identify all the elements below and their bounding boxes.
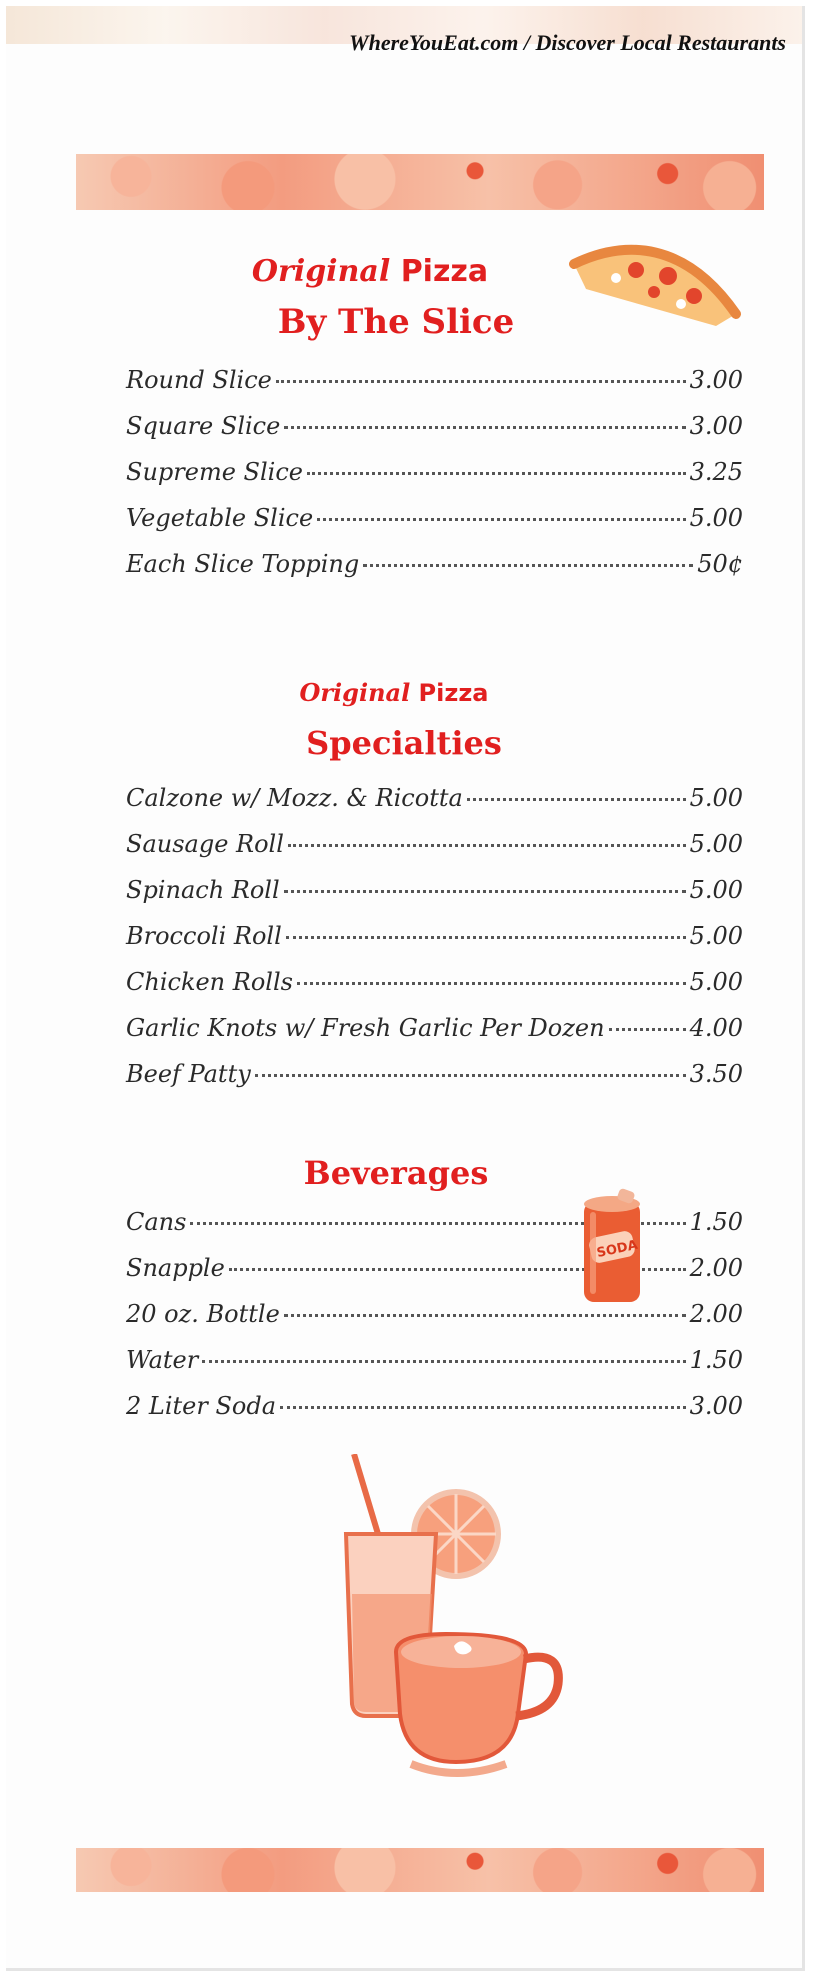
item-price: 1.50 bbox=[689, 1346, 743, 1374]
pizza-slice-icon bbox=[566, 234, 746, 344]
specialties-heading-original-word: Original bbox=[299, 678, 411, 707]
item-name: Square Slice bbox=[126, 412, 281, 440]
item-price: 3.00 bbox=[689, 1392, 743, 1420]
item-name: Round Slice bbox=[126, 366, 272, 394]
top-decor-band bbox=[76, 154, 764, 210]
dot-leader bbox=[307, 472, 686, 475]
dot-leader bbox=[288, 844, 686, 847]
beverages-heading: Beverages bbox=[303, 1154, 489, 1192]
item-name: Spinach Roll bbox=[126, 876, 280, 904]
menu-item bbox=[126, 504, 743, 550]
menu-item bbox=[126, 922, 743, 968]
item-name: Chicken Rolls bbox=[126, 968, 293, 996]
dot-leader bbox=[284, 426, 685, 429]
dot-leader bbox=[363, 564, 693, 567]
menu-item bbox=[126, 366, 743, 412]
soda-can-icon bbox=[574, 1188, 654, 1312]
slice-heading-original-word: Original bbox=[251, 254, 391, 289]
can-label: SODA bbox=[595, 1237, 640, 1262]
dot-leader bbox=[202, 1360, 685, 1363]
item-price: 3.00 bbox=[689, 412, 743, 440]
bottom-decor-band bbox=[76, 1848, 764, 1892]
drinks-icon bbox=[326, 1454, 566, 1804]
menu-item bbox=[126, 1392, 743, 1438]
slice-heading: By The Slice bbox=[277, 302, 515, 342]
dot-leader bbox=[284, 890, 686, 893]
menu-item bbox=[126, 784, 743, 830]
item-name: Vegetable Slice bbox=[126, 504, 314, 532]
specialties-heading-original bbox=[6, 678, 792, 707]
item-price: 5.00 bbox=[689, 968, 743, 996]
dot-leader bbox=[317, 518, 685, 521]
dot-leader bbox=[255, 1074, 686, 1077]
menu-item bbox=[126, 1346, 743, 1392]
menu-item bbox=[126, 876, 743, 922]
item-name: Sausage Roll bbox=[126, 830, 284, 858]
item-name: Beef Patty bbox=[126, 1060, 251, 1088]
slice-heading-pizza-word: Pizza bbox=[400, 254, 489, 289]
item-price: 5.00 bbox=[689, 830, 743, 858]
menu-item bbox=[126, 550, 743, 596]
item-price: 3.25 bbox=[689, 458, 743, 486]
dot-leader bbox=[609, 1028, 686, 1031]
item-name: Broccoli Roll bbox=[126, 922, 282, 950]
menu-item bbox=[126, 458, 743, 504]
item-name: Cans bbox=[126, 1208, 187, 1236]
dot-leader bbox=[286, 936, 686, 939]
specialties-heading: Specialties bbox=[306, 724, 502, 762]
item-name: Each Slice Topping bbox=[126, 550, 360, 578]
menu-item bbox=[126, 1014, 743, 1060]
item-name: Supreme Slice bbox=[126, 458, 303, 486]
item-price: 50¢ bbox=[697, 550, 743, 578]
dot-leader bbox=[284, 1314, 686, 1317]
menu-item bbox=[126, 1060, 743, 1106]
item-name: 20 oz. Bottle bbox=[126, 1300, 280, 1328]
item-price: 2.00 bbox=[689, 1300, 743, 1328]
dot-leader bbox=[276, 380, 686, 383]
item-price: 3.50 bbox=[689, 1060, 743, 1088]
dot-leader bbox=[297, 982, 686, 985]
specialties-heading-pizza-word: Pizza bbox=[418, 679, 489, 707]
menu-item bbox=[126, 968, 743, 1014]
menu-item bbox=[126, 830, 743, 876]
item-price: 5.00 bbox=[689, 784, 743, 812]
menu-page bbox=[6, 6, 805, 1971]
item-name: Snapple bbox=[126, 1254, 225, 1282]
dot-leader bbox=[467, 798, 686, 801]
item-price: 5.00 bbox=[689, 876, 743, 904]
item-name: Garlic Knots w/ Fresh Garlic Per Dozen bbox=[126, 1014, 605, 1042]
item-price: 4.00 bbox=[689, 1014, 743, 1042]
item-price: 1.50 bbox=[689, 1208, 743, 1236]
slice-menu-list bbox=[126, 366, 743, 596]
menu-item bbox=[126, 412, 743, 458]
item-price: 2.00 bbox=[689, 1254, 743, 1282]
item-name: 2 Liter Soda bbox=[126, 1392, 277, 1420]
specialties-menu-list bbox=[126, 784, 743, 1106]
site-watermark: WhereYouEat.com / Discover Local Restaurants bbox=[349, 30, 786, 55]
dot-leader bbox=[280, 1406, 686, 1409]
item-price: 5.00 bbox=[689, 922, 743, 950]
item-name: Calzone w/ Mozz. & Ricotta bbox=[126, 784, 463, 812]
item-price: 3.00 bbox=[689, 366, 743, 394]
item-name: Water bbox=[126, 1346, 199, 1374]
item-price: 5.00 bbox=[689, 504, 743, 532]
